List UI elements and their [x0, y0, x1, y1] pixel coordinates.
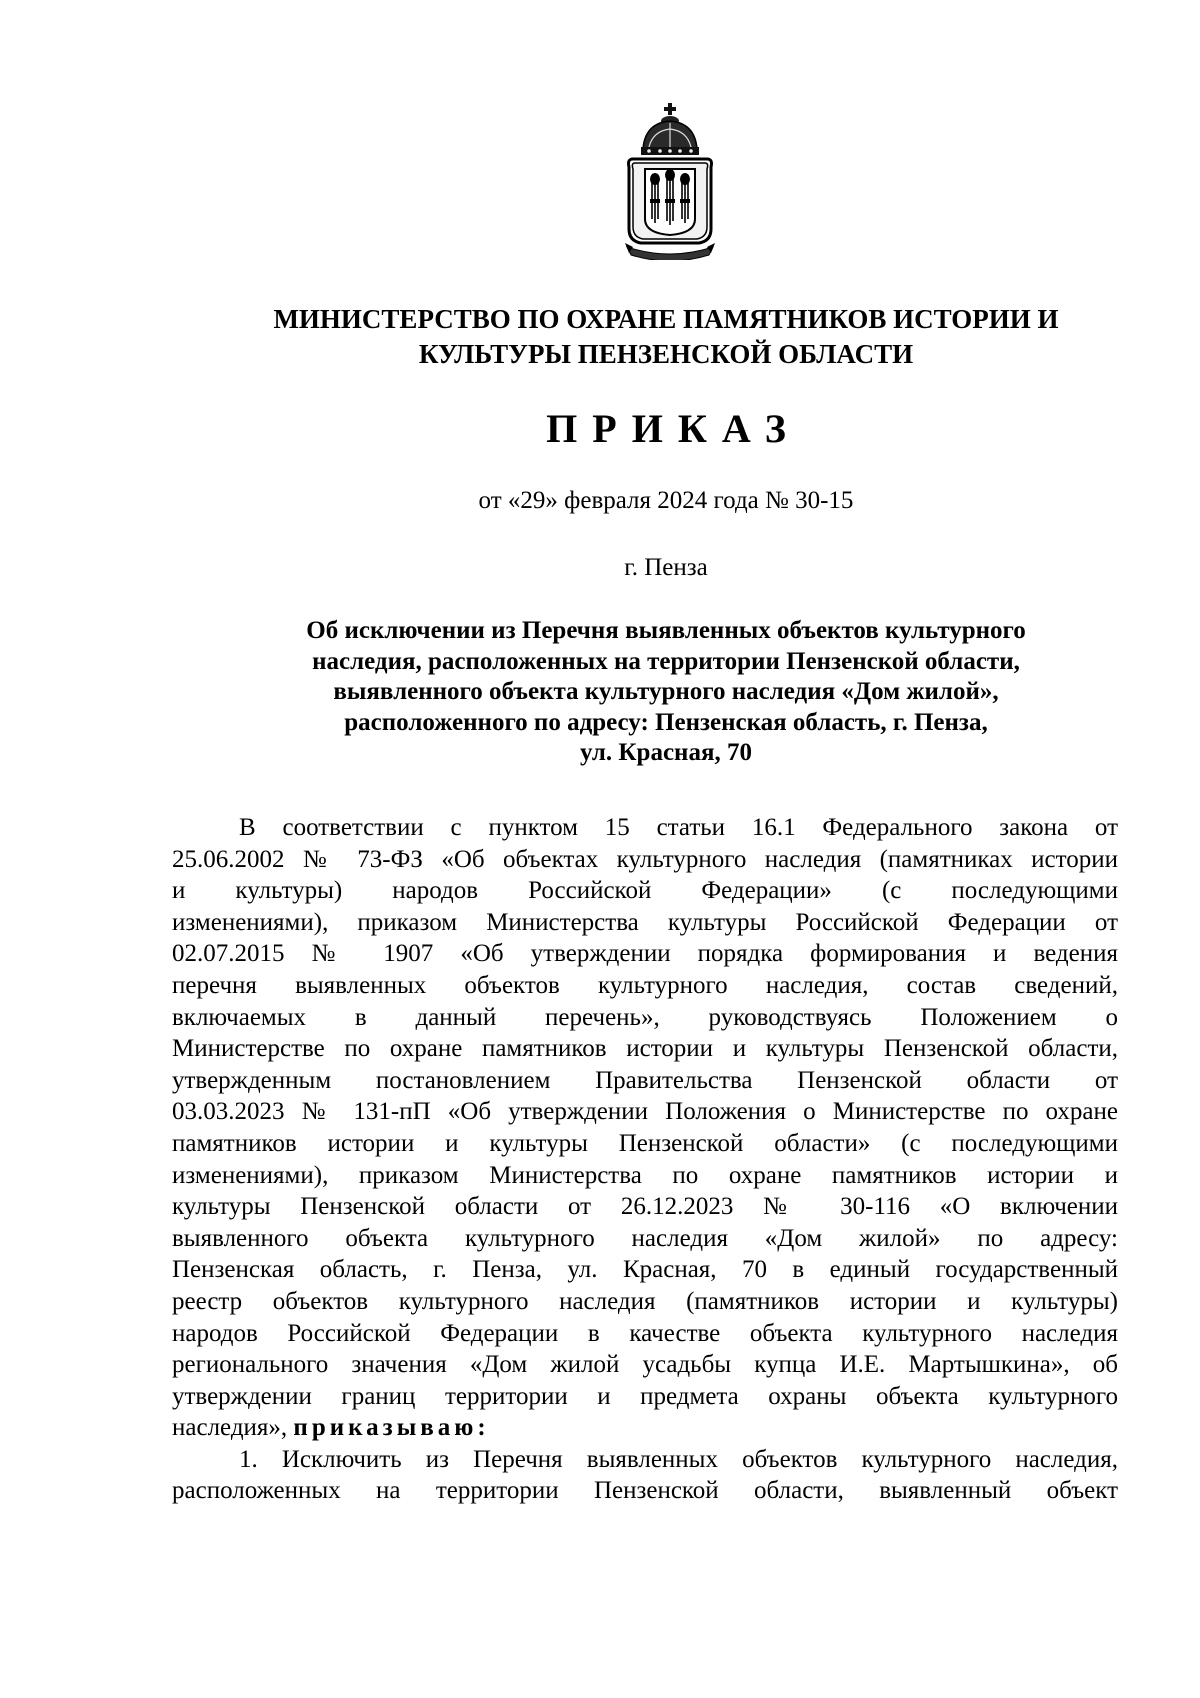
- body-line: включаемых в данный перечень», руководствуясь Положением о: [172, 1003, 1118, 1031]
- order-body: [172, 812, 1118, 1507]
- body-line: 02.07.2015 № 1907 «Об утверждении порядка формирования и ведения: [172, 940, 1118, 968]
- ministry-name-line-2: КУЛЬТУРЫ ПЕНЗЕНСКОЙ ОБЛАСТИ: [418, 339, 914, 369]
- body-line: изменениями), приказом Министерства культуры Российской Федерации от: [172, 908, 1118, 936]
- body-line: 03.03.2023 № 131-пП «Об утверждении Положения о Министерстве по охране: [172, 1098, 1118, 1126]
- body-line: культуры Пензенской области от 26.12.2023 № 30-116 «О включении: [172, 1193, 1118, 1221]
- body-line: Министерстве по охране памятников истории и культуры Пензенской области,: [172, 1035, 1118, 1063]
- body-line-decree: [172, 1412, 1118, 1444]
- body-line: 1. Исключить из Перечня выявленных объектов культурного наследия,: [239, 1445, 1118, 1473]
- subject-line: выявленного объекта культурного наследия «Дом жилой»,: [333, 678, 999, 705]
- body-line: перечня выявленных объектов культурного наследия, состав сведений,: [172, 971, 1118, 999]
- document-title: ПРИКАЗ: [546, 406, 801, 451]
- body-line: утвержденным постановлением Правительства Пензенской области от: [172, 1066, 1118, 1094]
- penza-coat-of-arms-icon: [625, 101, 716, 260]
- ministry-name: [160, 302, 1172, 372]
- body-line: Пензенская область, г. Пенза, ул. Красная, 70 в единый государственный: [172, 1256, 1118, 1284]
- body-line: В соответствии с пунктом 15 статьи 16.1 Федерального закона от: [239, 814, 1118, 841]
- body-line: народов Российской Федерации в качестве объекта культурного наследия: [172, 1319, 1118, 1347]
- body-text: наследия»,: [172, 1414, 288, 1442]
- body-line: памятников истории и культуры Пензенской области» (с последующими: [172, 1129, 1118, 1157]
- body-line: выявленного объекта культурного наследия «Дом жилой» по адресу:: [172, 1224, 1118, 1252]
- ministry-name-line-1: МИНИСТЕРСТВО ПО ОХРАНЕ ПАМЯТНИКОВ ИСТОРИИ И: [273, 304, 1059, 334]
- decree-word: приказываю:: [293, 1414, 490, 1442]
- subject-line: Об исключении из Перечня выявленных объектов культурного: [306, 617, 1026, 644]
- subject-line: расположенного по адресу: Пензенская область, г. Пенза,: [344, 708, 988, 736]
- body-line: регионального значения «Дом жилой усадьбы купца И.Е. Мартышкина», об: [172, 1351, 1118, 1379]
- body-line: утверждении границ территории и предмета охраны объекта культурного: [172, 1382, 1118, 1410]
- body-line: реестр объектов культурного наследия (памятников истории и культуры): [172, 1287, 1118, 1315]
- body-line: и культуры) народов Российской Федерации» (с последующими: [172, 877, 1118, 905]
- body-line: расположенных на территории Пензенской области, выявленный объект: [172, 1477, 1118, 1505]
- body-line: изменениями), приказом Министерства по охране памятников истории и: [172, 1161, 1118, 1189]
- city: г. Пенза: [624, 554, 708, 581]
- subject-line: наследия, расположенных на территории Пензенской области,: [312, 647, 1020, 675]
- order-date-number: от «29» февраля 2024 года № 30-15: [478, 487, 854, 514]
- subject-line: ул. Красная, 70: [580, 739, 752, 766]
- body-line: 25.06.2002 № 73-ФЗ «Об объектах культурного наследия (памятниках истории: [172, 845, 1118, 873]
- order-subject: [160, 616, 1172, 769]
